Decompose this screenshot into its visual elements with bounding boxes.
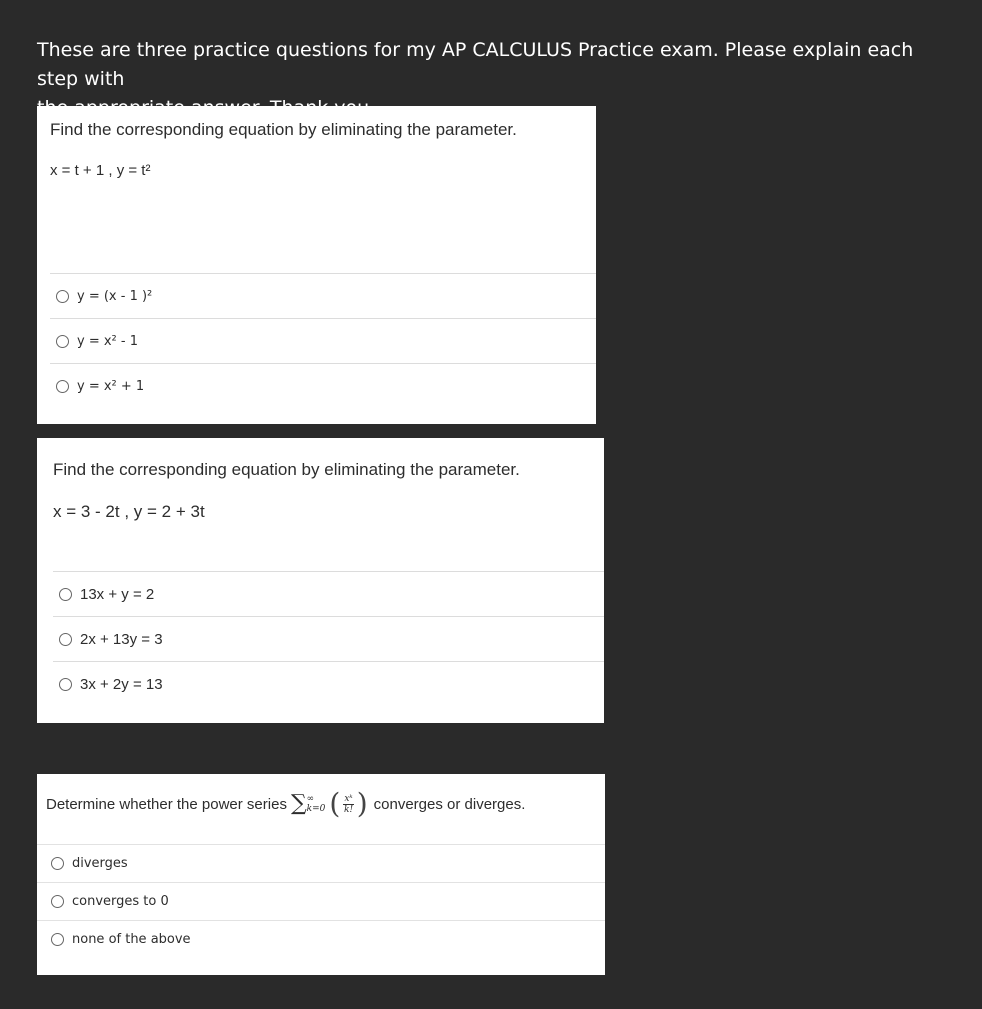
option-label: diverges — [72, 856, 128, 871]
answer-option[interactable] — [50, 318, 596, 363]
radio-button-icon[interactable] — [51, 857, 64, 870]
radio-button-icon[interactable] — [56, 335, 69, 348]
question-card-2 — [37, 438, 604, 723]
answer-options — [37, 844, 605, 958]
answer-option[interactable] — [50, 363, 596, 408]
prompt-text-before: Determine whether the power series — [46, 795, 287, 813]
prompt-text-after: converges or diverges. — [373, 795, 526, 813]
option-label: 3x + 2y = 13 — [80, 675, 163, 693]
question-prompt: Find the corresponding equation by eliminating the parameter. — [50, 120, 517, 139]
answer-option[interactable] — [53, 571, 604, 616]
question-card-3 — [37, 774, 605, 975]
answer-option[interactable] — [37, 920, 605, 958]
answer-option[interactable] — [50, 273, 596, 318]
summation-limits — [307, 794, 326, 814]
question-prompt: Find the corresponding equation by eliminating the parameter. — [53, 460, 520, 479]
left-paren-icon: ( — [329, 787, 341, 820]
radio-button-icon[interactable] — [59, 588, 72, 601]
right-paren-icon: ) — [356, 787, 368, 820]
series-term-fraction — [343, 794, 353, 815]
radio-button-icon[interactable] — [56, 290, 69, 303]
fraction-denominator: k! — [343, 804, 354, 815]
answer-options — [50, 273, 596, 408]
answer-option[interactable] — [53, 661, 604, 706]
option-label: y = (x - 1 )² — [77, 288, 153, 304]
option-label: none of the above — [72, 932, 191, 947]
answer-option[interactable] — [37, 882, 605, 920]
answer-option[interactable] — [53, 616, 604, 661]
option-label: 13x + y = 2 — [80, 585, 155, 603]
radio-button-icon[interactable] — [56, 380, 69, 393]
option-label: 2x + 13y = 3 — [80, 630, 163, 648]
question-prompt — [46, 787, 526, 820]
answer-options — [53, 571, 604, 706]
question-card-1 — [37, 106, 596, 424]
summation-sigma-icon: ∑ — [290, 791, 307, 816]
answer-option[interactable] — [37, 844, 605, 882]
parametric-equation: x = t + 1 , y = t² — [50, 162, 151, 179]
radio-button-icon[interactable] — [59, 678, 72, 691]
radio-button-icon[interactable] — [59, 633, 72, 646]
option-label: y = x² + 1 — [77, 378, 145, 394]
option-label: converges to 0 — [72, 894, 169, 909]
summation-upper-limit: ∞ — [306, 794, 315, 804]
summation-lower-limit: k=0 — [306, 804, 326, 814]
fraction-numerator: xᵏ — [344, 793, 353, 804]
radio-button-icon[interactable] — [51, 895, 64, 908]
parametric-equation: x = 3 - 2t , y = 2 + 3t — [53, 502, 205, 521]
option-label: y = x² - 1 — [77, 333, 138, 349]
intro-line-1: These are three practice questions for my AP CALCULUS Practice exam. Please explain each step with — [37, 39, 914, 90]
radio-button-icon[interactable] — [51, 933, 64, 946]
